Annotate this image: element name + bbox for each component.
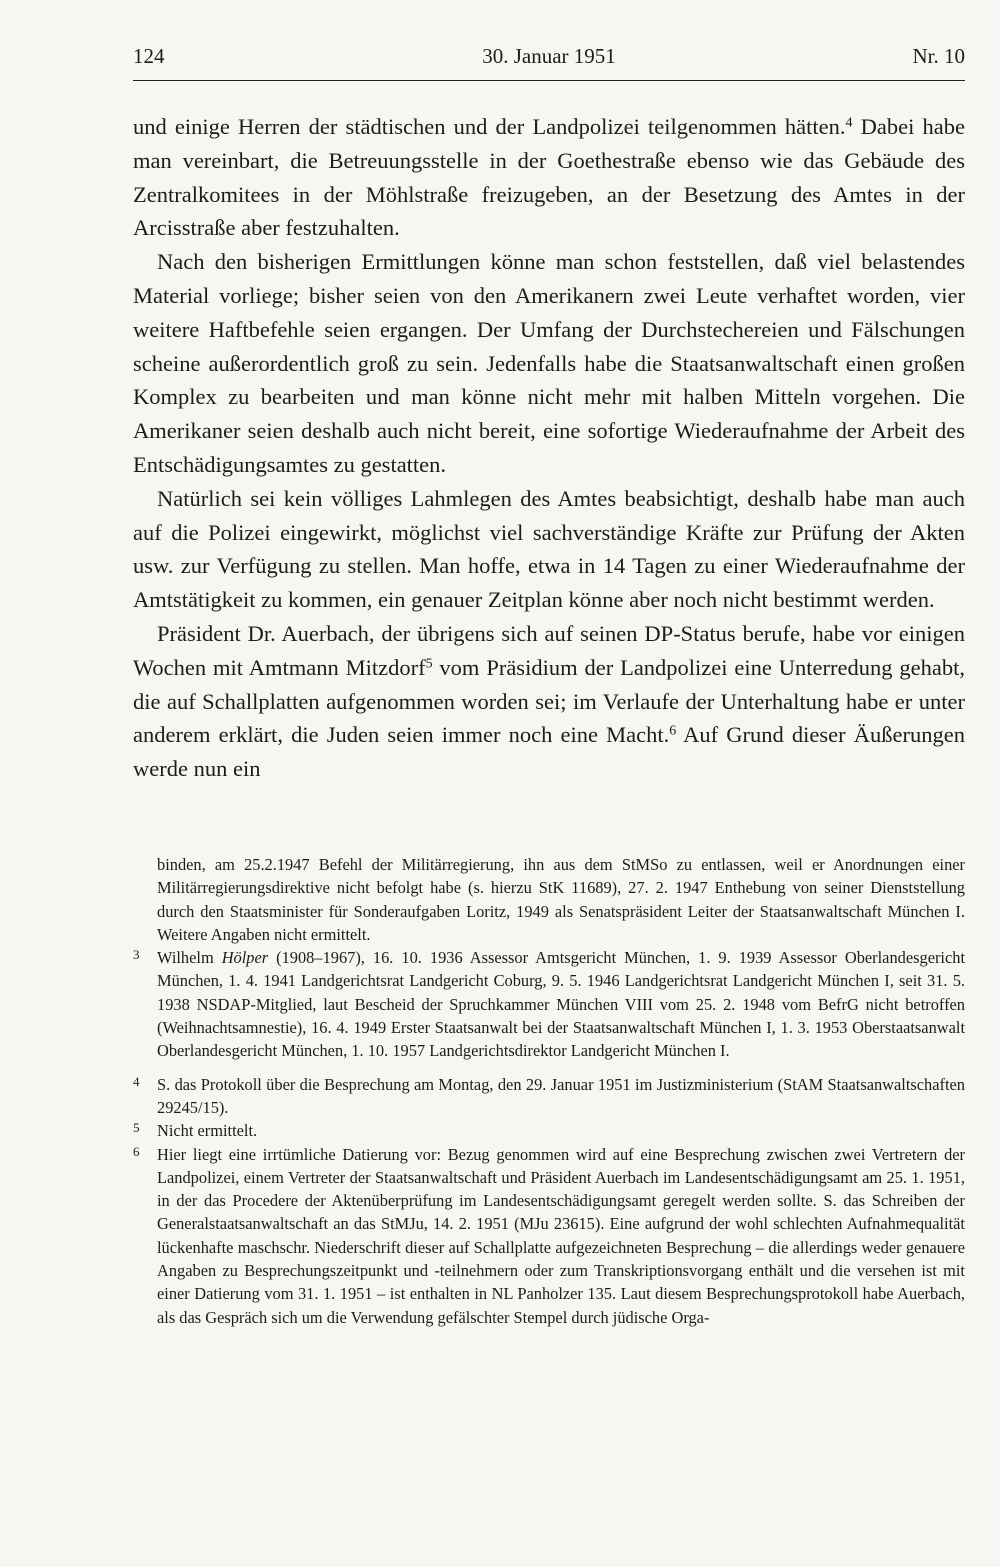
paragraph-1-text-a: und einige Herren der städtischen und der Landpolizei teilgenommen hätten. — [133, 114, 846, 139]
paragraph-4-text-b: vom Präsidium der Landpolizei eine Unterredung gehabt, die auf Schallplatten aufgenommen worden sei; im Verlaufe der Unterhaltung habe er unter anderem erklärt, die Juden seien immer noch eine Macht. — [133, 654, 965, 748]
footnote-3 — [133, 946, 965, 1062]
footnote-ref-4[interactable]: 4 — [845, 115, 853, 131]
paragraph-1-text-b: Dabei habe man vereinbart, die Betreuungsstelle in der Goethestraße ebenso wie das Gebäude des Zentralkomitees in der Möhlstraße freizugeben, an der Besetzung des Amtes in der Arcisstraße aber festzuhalten. — [133, 114, 966, 241]
footnote-4 — [133, 1073, 965, 1120]
footnote-6-marker: 6 — [133, 1143, 140, 1159]
paragraph-1 — [133, 110, 965, 245]
footnote-3-pre: Wilhelm — [157, 948, 222, 968]
footnote-continued-text: binden, am 25.2.1947 Befehl der Militärregierung, ihn aus dem StMSo zu entlassen, weil er Anordnungen einer Militärregierungsdirektive nicht befolgt habe (s. hierzu StK 11689), 27. 2. 1947 Enthebung von seiner Dienststellung durch den Staatsminister für Sonderaufgaben Loritz, 1949 als Senatspräsident Leiter der Staatsanwaltschaft München I. Weitere Angaben nicht ermittelt. — [157, 855, 965, 944]
footnote-5 — [133, 1119, 965, 1142]
paragraph-2: Nach den bisherigen Ermittlungen könne man schon feststellen, daß viel belastendes Material vorliege; bisher seien von den Amerikanern zwei Leute verhaftet worden, vier weitere Haftbefehle seien ergangen. Der Umfang der Durchstechereien und Fälschungen scheine außerordentlich groß zu sein. Jedenfalls habe die Staatsanwaltschaft einen großen Komplex zu bearbeiten und man könne nicht mehr mit halben Mitteln vorgehen. Die Amerikaner seien deshalb auch nicht bereit, eine sofortige Wiederaufnahme der Arbeit des Entschädigungsamtes zu gestatten. — [133, 249, 965, 477]
footnote-5-text: Nicht ermittelt. — [157, 1121, 258, 1141]
paragraph-4 — [133, 617, 965, 786]
running-header — [133, 44, 965, 78]
footnote-ref-5[interactable]: 5 — [425, 656, 433, 672]
paragraph-4-text-c: Auf Grund dieser Äußerungen werde nun ein — [133, 722, 965, 782]
footnote-4-marker: 4 — [133, 1073, 140, 1089]
footnote-3-post: (1908–1967), 16. 10. 1936 Assessor Amtsgericht München, 1. 9. 1939 Assessor Oberlandesgericht München, 1. 4. 1941 Landgerichtsrat Landgericht Coburg, 9. 5. 1946 Landgerichtsrat Landgericht München I, seit 31. 5. 1938 NSDAP-Mitglied, laut Bescheid der Spruchkammer München VIII vom 25. 2. 1948 vom BefrG nicht betroffen (Weihnachtsamnestie), 16. 4. 1949 Erster Staatsanwalt bei der Staatsanwaltschaft München I, 1. 3. 1953 Oberstaatsanwalt Oberlandesgericht München, 1. 10. 1957 Landgerichtsdirektor Landgericht München I. — [157, 948, 966, 1061]
paragraph-3: Natürlich sei kein völliges Lahmlegen des Amtes beabsichtigt, deshalb habe man auch auf die Polizei eingewirkt, möglichst viel sachverständige Kräfte zur Prüfung der Akten usw. zur Verfügung zu stellen. Man hoffe, etwa in 14 Tagen zu einer Wiederaufnahme der Amtstätigkeit zu kommen, ein genauer Zeitplan könne aber noch nicht bestimmt werden. — [133, 485, 965, 613]
footnote-6-text: Hier liegt eine irrtümliche Datierung vor: Bezug genommen wird auf eine Besprechung zwischen zwei Vertretern der Landpolizei, einem Vertreter der Staatsanwaltschaft und Präsident Auerbach im Landesentschädigungsamt am 25. 1. 1951, in der das Procedere der Aktenüberprüfung im Landesentschädigungsamt geregelt werden sollte. S. das Schreiben der Generalstaatsanwaltschaft an das StMJu, 14. 2. 1951 (MJu 23615). Eine aufgrund der wohl schlechten Aufnahmequalität lückenhafte maschschr. Niederschrift dieser auf Schallplatte aufgezeichneten Besprechung – die allerdings weder genauere Angaben zu Besprechungszeitpunkt und -teilnehmern oder zum Transkriptionsvorgang enthält und die versehen ist mit einer Datierung vom 31. 1. 1951 – ist enthalten in NL Panholzer 135. Laut diesem Besprechungsprotokoll habe Auerbach, als das Gespräch sich um die Verwendung gefälschter Stempel durch jüdische Orga- — [157, 1144, 965, 1327]
footnotes — [133, 853, 965, 1329]
footnote-3-name: Hölper — [221, 948, 269, 968]
page-number: 124 — [133, 44, 165, 68]
header-rule — [133, 80, 965, 81]
footnote-3-text — [157, 946, 965, 1062]
footnote-ref-6[interactable]: 6 — [669, 723, 677, 739]
footnote-3-marker: 3 — [133, 947, 140, 963]
footnote-4-text: S. das Protokoll über die Besprechung am Montag, den 29. Januar 1951 im Justizministerium (StAM Staatsanwaltschaften 29245/15). — [157, 1074, 965, 1117]
footnote-5-marker: 5 — [133, 1120, 140, 1136]
main-text — [133, 110, 965, 786]
document-number: Nr. 10 — [912, 44, 965, 68]
header-date: 30. Januar 1951 — [482, 44, 616, 68]
footnote-continued — [133, 853, 965, 946]
footnote-6 — [133, 1143, 965, 1329]
paragraph-4-text-a: Präsident Dr. Auerbach, der übrigens sich auf seinen DP-Status berufe, habe vor einigen Wochen mit Amtmann Mitzdorf — [133, 620, 965, 680]
